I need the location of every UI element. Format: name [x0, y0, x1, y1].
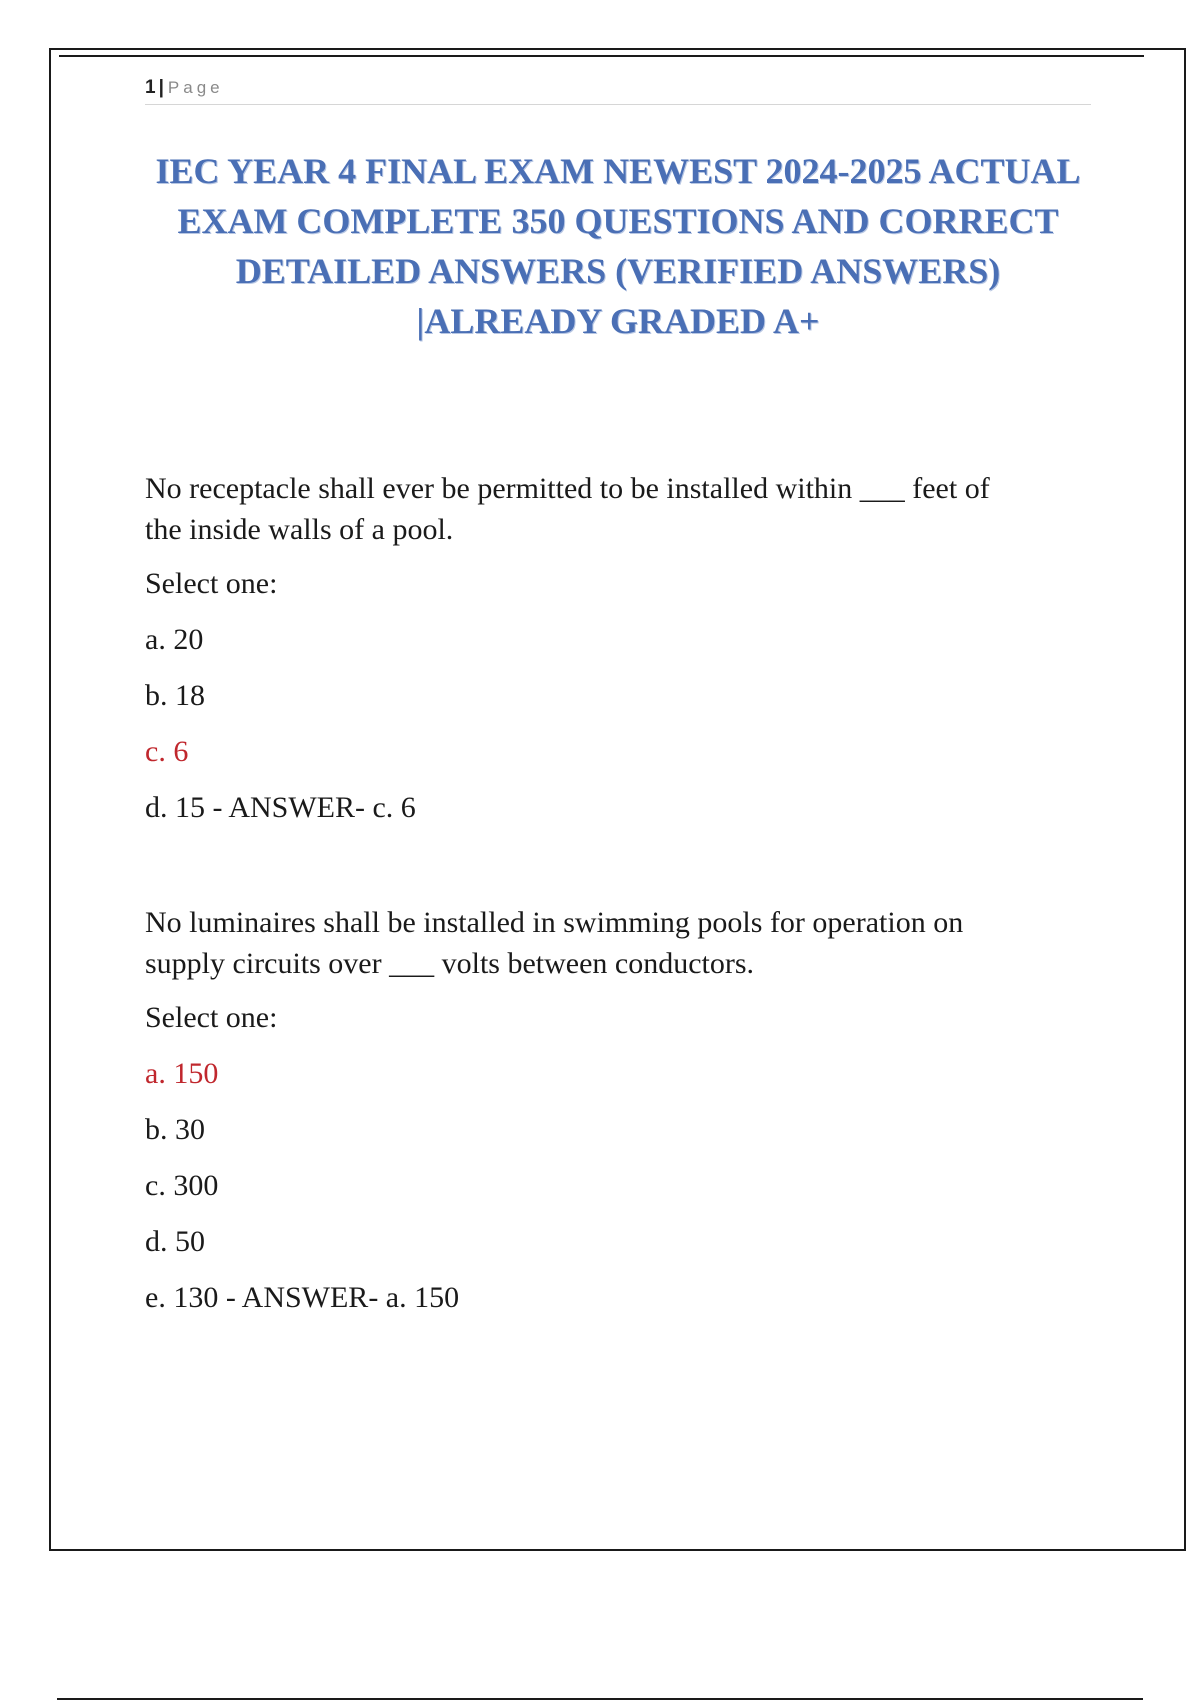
question-text: [145, 902, 1105, 984]
document-title: [145, 146, 1091, 346]
question-text-line: supply circuits over ___ volts between conductors.: [145, 947, 755, 980]
page-frame: [49, 48, 1186, 1551]
question-text-line: No receptacle shall ever be permitted to be installed within ___ feet of: [145, 472, 990, 505]
top-rule: [59, 55, 1144, 57]
title-line: EXAM COMPLETE 350 QUESTIONS AND CORRECT: [177, 201, 1059, 241]
option-d: d. 50: [145, 1225, 205, 1258]
select-one-label: Select one:: [145, 1001, 278, 1034]
page-separator: |: [158, 77, 164, 98]
question-2: [145, 902, 1105, 1326]
question-text-line: the inside walls of a pool.: [145, 513, 454, 546]
option-c-correct: c. 6: [145, 735, 189, 768]
page-word: Page: [167, 78, 224, 97]
title-line: IEC YEAR 4 FINAL EXAM NEWEST 2024-2025 ACTUAL: [155, 151, 1081, 191]
option-c: c. 300: [145, 1169, 219, 1202]
question-text-line: No luminaires shall be installed in swimming pools for operation on: [145, 906, 964, 939]
title-line: |ALREADY GRADED A+: [416, 301, 820, 341]
title-line: DETAILED ANSWERS (VERIFIED ANSWERS): [235, 251, 1001, 291]
option-e-with-answer: e. 130 - ANSWER- a. 150: [145, 1281, 460, 1314]
page-header: [145, 74, 1091, 105]
page-number: 1: [145, 77, 156, 98]
option-d-with-answer: d. 15 - ANSWER- c. 6: [145, 791, 416, 824]
option-a-correct: a. 150: [145, 1057, 219, 1090]
question-1: [145, 468, 1105, 836]
select-one-label: Select one:: [145, 567, 278, 600]
option-b: b. 18: [145, 679, 205, 712]
option-a: a. 20: [145, 623, 204, 656]
option-b: b. 30: [145, 1113, 205, 1146]
question-text: [145, 468, 1105, 550]
